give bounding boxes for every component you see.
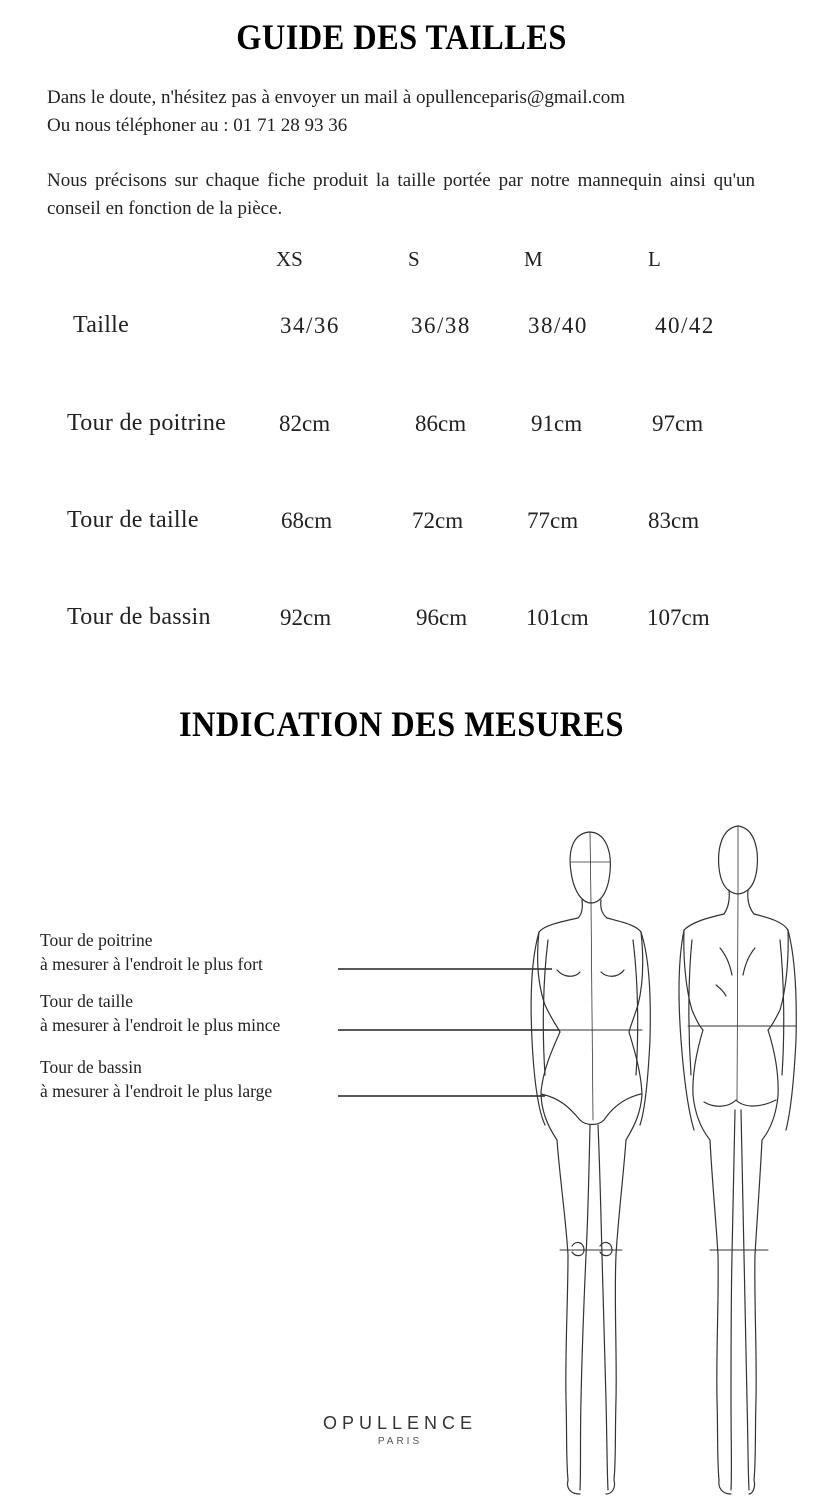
brand-name: OPULLENCE bbox=[322, 1413, 478, 1433]
table-cell: 68cm bbox=[281, 508, 333, 533]
table-cell: 72cm bbox=[412, 508, 464, 533]
annotation-name: Tour de bassin bbox=[40, 1057, 142, 1077]
table-cell: 101cm bbox=[526, 605, 589, 630]
annotation-hint: à mesurer à l'endroit le plus large bbox=[40, 1081, 273, 1101]
annotation-hint: à mesurer à l'endroit le plus mince bbox=[40, 1015, 281, 1035]
table-cell: 83cm bbox=[648, 508, 700, 533]
table-cell: 107cm bbox=[647, 605, 710, 630]
table-cell: 97cm bbox=[652, 411, 704, 436]
product-note: Nous précisons sur chaque fiche produit la taille portée par notre mannequin ainsi qu'un conseil en fonction de la pièce. bbox=[47, 170, 755, 219]
table-cell: 82cm bbox=[279, 411, 331, 436]
table-cell: 34/36 bbox=[280, 313, 340, 338]
row-label-taille-waist: Tour de taille bbox=[67, 507, 199, 533]
table-cell: 91cm bbox=[531, 411, 583, 436]
mannequin-front-icon bbox=[531, 832, 650, 1494]
contact-phone-line: Ou nous téléphoner au : 01 71 28 93 36 bbox=[47, 115, 348, 136]
row-label-taille: Taille bbox=[73, 312, 130, 338]
row-label-poitrine: Tour de poitrine bbox=[67, 410, 227, 436]
table-cell: 38/40 bbox=[528, 313, 588, 338]
page-title: GUIDE DES TAILLES bbox=[236, 17, 567, 57]
brand-logo bbox=[310, 1413, 490, 1447]
annotation-name: Tour de taille bbox=[40, 991, 134, 1011]
row-label-bassin: Tour de bassin bbox=[67, 604, 211, 630]
brand-city: PARIS bbox=[377, 1436, 423, 1447]
table-cell: 92cm bbox=[280, 605, 332, 630]
column-header-xs: XS bbox=[276, 247, 303, 271]
table-cell: 77cm bbox=[527, 508, 579, 533]
table-cell: 96cm bbox=[416, 605, 468, 630]
table-cell: 40/42 bbox=[655, 313, 715, 338]
contact-email-line: Dans le doute, n'hésitez pas à envoyer un mail à opullenceparis@gmail.com bbox=[47, 87, 626, 108]
annotation-hint: à mesurer à l'endroit le plus fort bbox=[40, 954, 263, 974]
column-header-l: L bbox=[648, 247, 661, 271]
pointer-lines bbox=[338, 969, 560, 1096]
table-cell: 86cm bbox=[415, 411, 467, 436]
column-header-s: S bbox=[408, 247, 420, 271]
mannequin-back-icon bbox=[679, 826, 796, 1494]
table-cell: 36/38 bbox=[411, 313, 471, 338]
column-header-m: M bbox=[524, 247, 543, 271]
annotation-name: Tour de poitrine bbox=[40, 930, 153, 950]
measures-title: INDICATION DES MESURES bbox=[179, 704, 624, 744]
